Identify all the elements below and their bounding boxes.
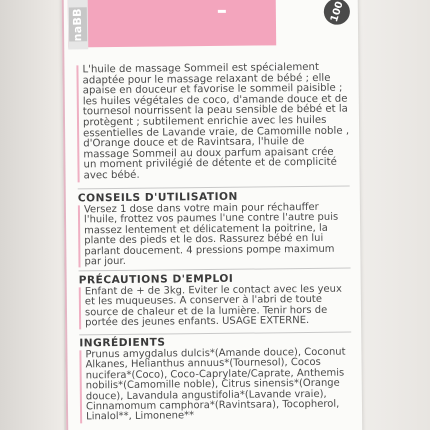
usage-section [78, 190, 351, 268]
intro-text: L'huile de massage Sommeil est spécialement adaptée pour le massage relaxant de bébé ; elle apaise en douceur et favorise le sommeil paisible ; les huiles végétales de coco, d'amande douce et de tournesol nourrissent la peau sensible de bébé et la protègent ; subtilement enrichie avec les huiles essentielles de Lavande vraie, de Camomille noble , d'Orange douce et de Ravintsara, l'huile de massage Sommeil au doux parfum apaisant crée un moment privilégié de détente et de complicité avec bébé. [76, 63, 349, 182]
ingredients-section [79, 335, 352, 424]
divider [79, 268, 351, 272]
volume-badge: 100 [321, 0, 354, 28]
usage-title: CONSEILS D'UTILISATION [77, 190, 238, 205]
ingredients-body: Prunus amygdalus dulcis*(Amande douce), Coconut Alkanes, Helianthus annuus*(Tournesol), Cocos nucifera*(Coco), Coco-Caprylate/Caprate, Anthemis nobilis*(Camomille noble), Citrus sinensis*(Orange douce), Lavandula angustifolia*(Lavande vraie), Cinnamomum camphora*(Ravintsara), Tocopherol, Linalol**, Limonene** [79, 348, 352, 424]
brand-vertical-text: naBB [69, 7, 87, 41]
brand-strip [68, 0, 89, 49]
band-mark [218, 10, 226, 13]
ingredients-title: INGRÉDIENTS [79, 336, 166, 350]
intro-block [76, 63, 349, 182]
usage-body: Versez 1 dose dans votre main pour réchauffer l'huile, frottez vos paumes l'une contre l'autre puis massez lentement et délicatement la poitrine, la plante des pieds et le dos. Rassurez bébé en lui parlant doucement. 4 pressions pompe maximum par jour. [78, 203, 351, 268]
pink-header-band [68, 0, 277, 47]
product-package-side [62, 0, 363, 430]
divider [78, 186, 350, 190]
precautions-section [79, 272, 352, 329]
background-left [0, 0, 64, 430]
precautions-title: PRÉCAUTIONS D'EMPLOI [78, 272, 234, 287]
precautions-body: Enfant de + de 3kg. Eviter le contact avec les yeux et les muqueuses. A conserver à l'abri de toute source de chaleur et de la lumière. Tenir hors de portée des jeunes enfants. USAGE EXTERNE. [79, 285, 351, 329]
